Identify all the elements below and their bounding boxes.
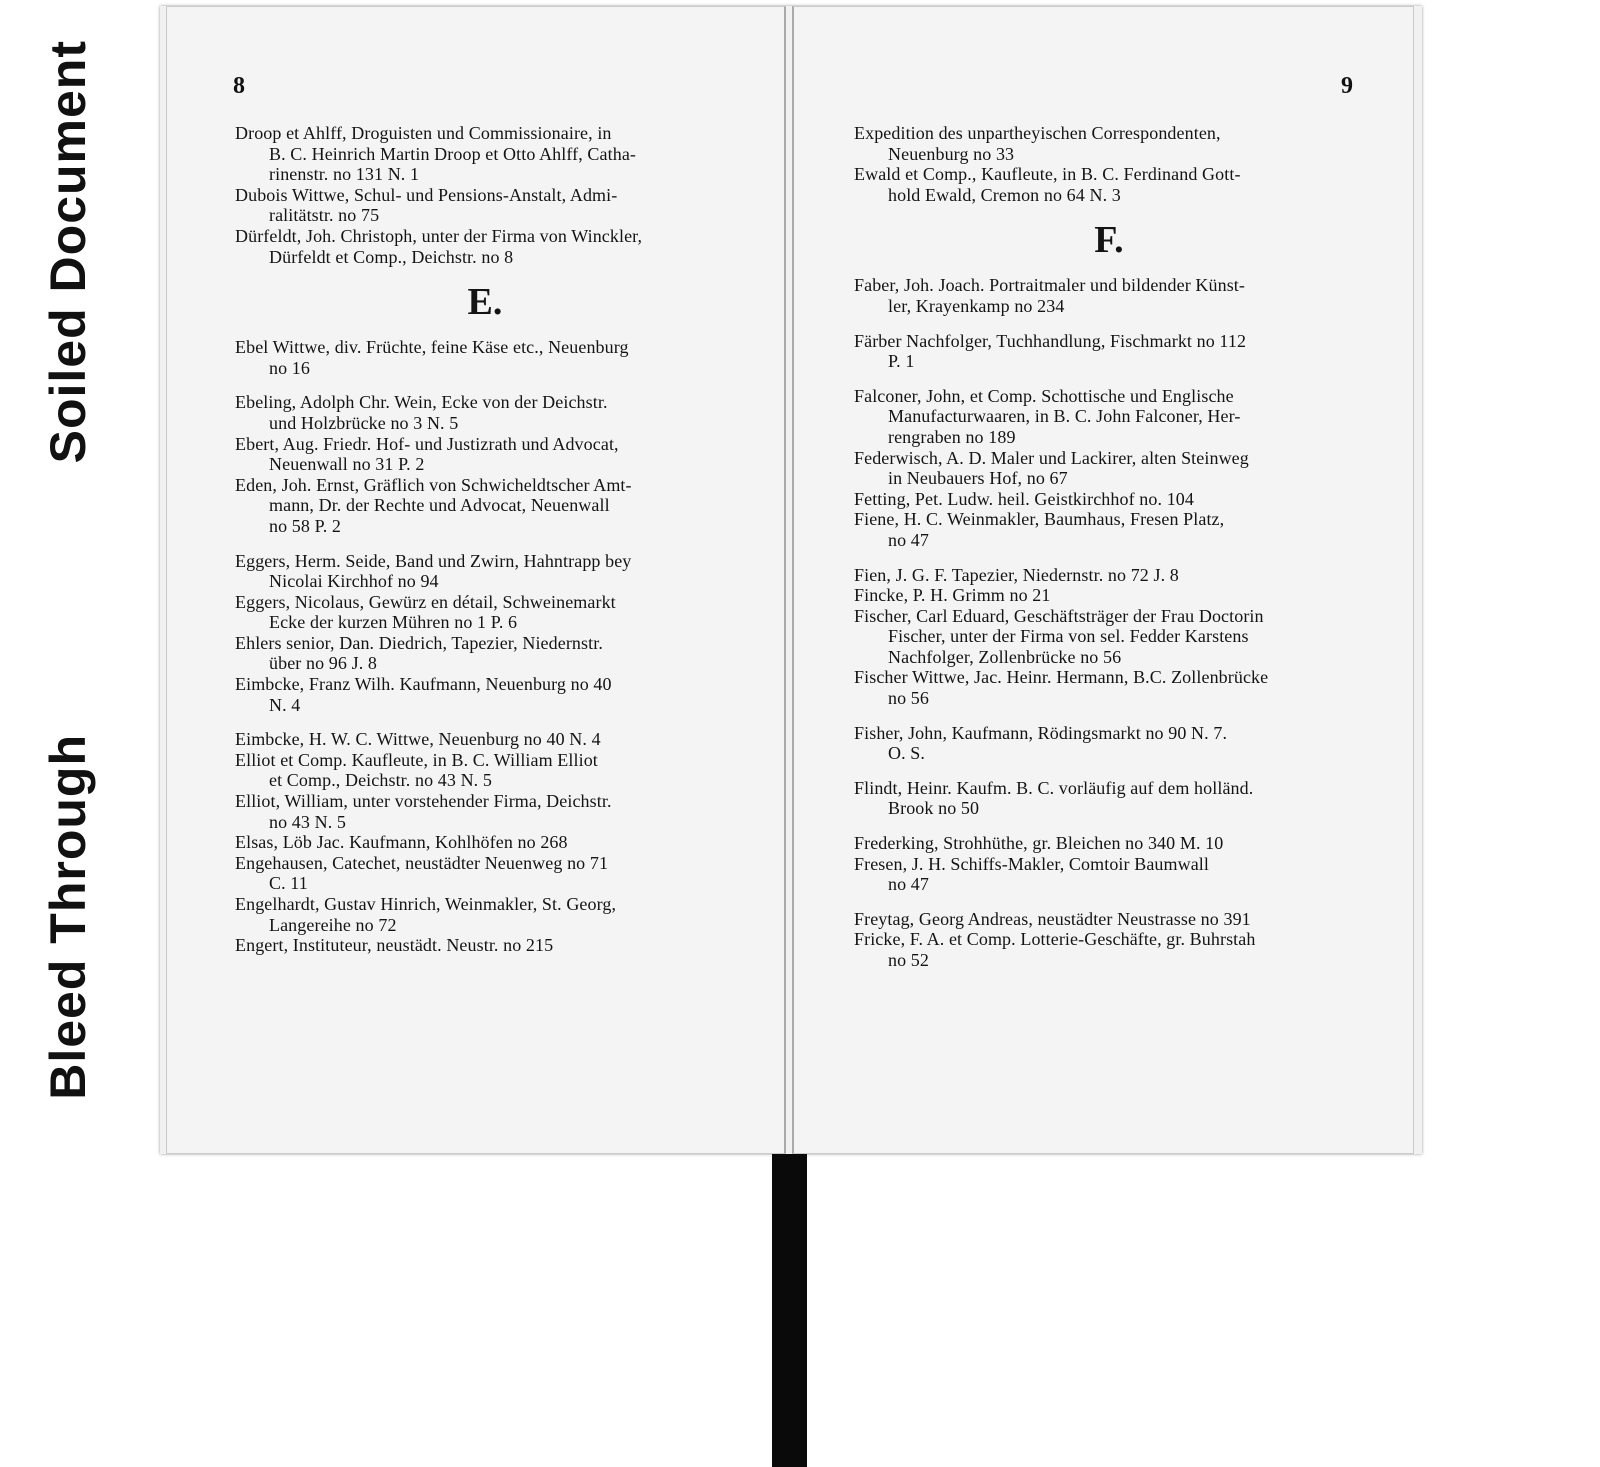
entry-line: Falconer, John, et Comp. Schottische und Englische (854, 385, 1234, 406)
entry-line: Fresen, J. H. Schiffs-Makler, Comtoir Baumwall (854, 853, 1210, 874)
directory-entry (854, 489, 1364, 510)
directory-entry (235, 434, 735, 475)
entry-line: Ehlers senior, Dan. Diedrich, Tapezier, Niedernstr. (235, 632, 603, 653)
directory-entry (235, 894, 735, 935)
open-book (160, 6, 1422, 1154)
directory-entry (235, 674, 735, 715)
directory-entry (235, 392, 735, 433)
entry-line: Droop et Ahlff, Droguisten und Commissionaire, in (235, 123, 612, 143)
entry-line: Fischer, Carl Eduard, Geschäftsträger der Frau Doctorin (854, 605, 1264, 626)
directory-entry (854, 909, 1364, 930)
entry-continuation-line: Neuenburg no 33 (888, 143, 1015, 164)
entry-line: Engehausen, Catechet, neustädter Neuenweg no 71 (235, 852, 609, 873)
directory-entry (854, 854, 1364, 895)
directory-entry (235, 832, 735, 853)
directory-entry (235, 592, 735, 633)
entry-line: Ebeling, Adolph Chr. Wein, Ecke von der Deichstr. (235, 392, 608, 413)
directory-entry (235, 226, 735, 267)
entry-continuation-line: Nachfolger, Zollenbrücke no 56 (888, 646, 1122, 667)
entry-line: Eimbcke, H. W. C. Wittwe, Neuenburg no 40 N. 4 (235, 729, 601, 750)
label-bleed-through: Bleed Through (40, 734, 96, 1100)
entry-continuation-line: Fischer, unter der Firma von sel. Fedder Karstens (888, 626, 1249, 647)
directory-entry (854, 929, 1364, 970)
entry-continuation-line: Neuenwall no 31 P. 2 (269, 454, 425, 475)
directory-entry (854, 833, 1364, 854)
entry-continuation-line: Dürfeldt et Comp., Deichstr. no 8 (269, 246, 514, 267)
entry-continuation-line: ler, Krayenkamp no 234 (888, 295, 1065, 316)
directory-entry (235, 791, 735, 832)
entry-line: Fiene, H. C. Weinmakler, Baumhaus, Fresen Platz, (854, 509, 1225, 530)
entry-continuation-line: no 47 (888, 874, 929, 895)
directory-entry (235, 337, 735, 378)
directory-entry (235, 633, 735, 674)
entry-line: Elliot et Comp. Kaufleute, in B. C. William Elliot (235, 749, 598, 770)
entry-line: Engert, Instituteur, neustädt. Neustr. no 215 (235, 935, 554, 956)
entry-line: Fien, J. G. F. Tapezier, Niedernstr. no 72 J. 8 (854, 564, 1179, 585)
entry-continuation-line: Brook no 50 (888, 798, 980, 819)
directory-entry (854, 331, 1364, 372)
entry-continuation-line: hold Ewald, Cremon no 64 N. 3 (888, 184, 1121, 205)
entry-line: Dubois Wittwe, Schul- und Pensions-Anstalt, Admi- (235, 184, 618, 205)
directory-entry (854, 448, 1364, 489)
entry-continuation-line: et Comp., Deichstr. no 43 N. 5 (269, 770, 492, 791)
book-spine-shadow (772, 1154, 807, 1467)
entry-line: Ebert, Aug. Friedr. Hof- und Justizrath und Advocat, (235, 433, 619, 454)
entry-continuation-line: über no 96 J. 8 (269, 653, 377, 674)
entry-line: Fricke, F. A. et Comp. Lotterie-Geschäfte, gr. Buhrstah (854, 929, 1256, 950)
directory-entry (235, 935, 735, 956)
entry-line: Eden, Joh. Ernst, Gräflich von Schwicheldtscher Amt- (235, 474, 632, 495)
left-page-column (235, 123, 735, 956)
entry-line: Eggers, Nicolaus, Gewürz en détail, Schweinemarkt (235, 591, 616, 612)
entry-continuation-line: ralitätstr. no 75 (269, 205, 380, 226)
directory-entry (854, 565, 1364, 586)
directory-entry (235, 185, 735, 226)
left-page (166, 6, 786, 1154)
entry-continuation-line: no 16 (269, 357, 310, 378)
entry-continuation-line: no 43 N. 5 (269, 811, 346, 832)
directory-entry (235, 729, 735, 750)
directory-entry (854, 123, 1364, 164)
entry-line: Fincke, P. H. Grimm no 21 (854, 585, 1051, 606)
entry-line: Elliot, William, unter vorstehender Firma, Deichstr. (235, 791, 612, 812)
right-page-column (854, 123, 1364, 971)
directory-entry (854, 275, 1364, 316)
entry-line: Flindt, Heinr. Kaufm. B. C. vorläufig auf dem holländ. (854, 777, 1254, 798)
directory-entry (235, 853, 735, 894)
entry-line: Elsas, Löb Jac. Kaufmann, Kohlhöfen no 268 (235, 832, 568, 853)
directory-entry (854, 778, 1364, 819)
entry-line: Faber, Joh. Joach. Portraitmaler und bildender Künst- (854, 275, 1245, 296)
directory-entry (854, 164, 1364, 205)
directory-entry (854, 667, 1364, 708)
entry-continuation-line: no 52 (888, 950, 929, 970)
entry-line: Eimbcke, Franz Wilh. Kaufmann, Neuenburg no 40 (235, 674, 612, 695)
entry-continuation-line: Ecke der kurzen Mühren no 1 P. 6 (269, 612, 518, 633)
entry-continuation-line: N. 4 (269, 694, 301, 715)
entry-line: Ewald et Comp., Kaufleute, in B. C. Ferdinand Gott- (854, 164, 1241, 185)
entry-continuation-line: mann, Dr. der Rechte und Advocat, Neuenwall (269, 495, 610, 516)
document-label (18, 40, 118, 1100)
right-page (792, 6, 1414, 1154)
entry-line: Fetting, Pet. Ludw. heil. Geistkirchhof no. 104 (854, 488, 1194, 509)
entry-line: Färber Nachfolger, Tuchhandlung, Fischmarkt no 112 (854, 330, 1247, 351)
entry-continuation-line: no 47 (888, 529, 929, 550)
section-letter: E. (467, 281, 503, 324)
entry-line: Frederking, Strohhüthe, gr. Bleichen no 340 M. 10 (854, 833, 1224, 854)
directory-entry (854, 585, 1364, 606)
directory-entry (854, 386, 1364, 448)
directory-entry (235, 475, 735, 537)
directory-entry (854, 606, 1364, 668)
label-soiled-document: Soiled Document (40, 40, 96, 464)
entry-continuation-line: no 58 P. 2 (269, 515, 342, 536)
entry-continuation-line: Manufacturwaaren, in B. C. John Falconer, Her- (888, 406, 1241, 427)
directory-entry (235, 551, 735, 592)
entry-line: Freytag, Georg Andreas, neustädter Neustrasse no 391 (854, 908, 1251, 929)
entry-continuation-line: Langereihe no 72 (269, 914, 397, 935)
entry-line: Fischer Wittwe, Jac. Heinr. Hermann, B.C. Zollenbrücke (854, 667, 1269, 688)
directory-entry (854, 723, 1364, 764)
entry-continuation-line: no 56 (888, 688, 929, 709)
entry-continuation-line: in Neubauers Hof, no 67 (888, 468, 1068, 489)
entry-line: Eggers, Herm. Seide, Band und Zwirn, Hahntrapp bey (235, 550, 632, 571)
entry-continuation-line: C. 11 (269, 873, 308, 894)
entry-line: Fisher, John, Kaufmann, Rödingsmarkt no 90 N. 7. (854, 722, 1228, 743)
right-page-number: 9 (1341, 73, 1353, 99)
directory-entry (235, 750, 735, 791)
entry-line: Expedition des unpartheyischen Correspondenten, (854, 123, 1221, 143)
entry-line: Dürfeldt, Joh. Christoph, unter der Firma von Winckler, (235, 225, 643, 246)
entry-continuation-line: B. C. Heinrich Martin Droop et Otto Ahlff, Catha- (269, 143, 637, 164)
entry-continuation-line: rengraben no 189 (888, 426, 1016, 447)
entry-continuation-line: O. S. (888, 743, 926, 764)
left-page-number: 8 (233, 73, 245, 99)
entry-continuation-line: rinenstr. no 131 N. 1 (269, 164, 420, 185)
entry-line: Federwisch, A. D. Maler und Lackirer, alten Steinweg (854, 447, 1249, 468)
directory-entry (235, 123, 735, 185)
entry-continuation-line: Nicolai Kirchhof no 94 (269, 571, 439, 592)
section-letter: F. (1094, 219, 1124, 262)
entry-continuation-line: und Holzbrücke no 3 N. 5 (269, 412, 459, 433)
directory-entry (854, 509, 1364, 550)
entry-continuation-line: P. 1 (888, 351, 915, 372)
entry-line: Engelhardt, Gustav Hinrich, Weinmakler, St. Georg, (235, 894, 617, 914)
entry-line: Ebel Wittwe, div. Früchte, feine Käse etc., Neuenburg (235, 337, 629, 358)
